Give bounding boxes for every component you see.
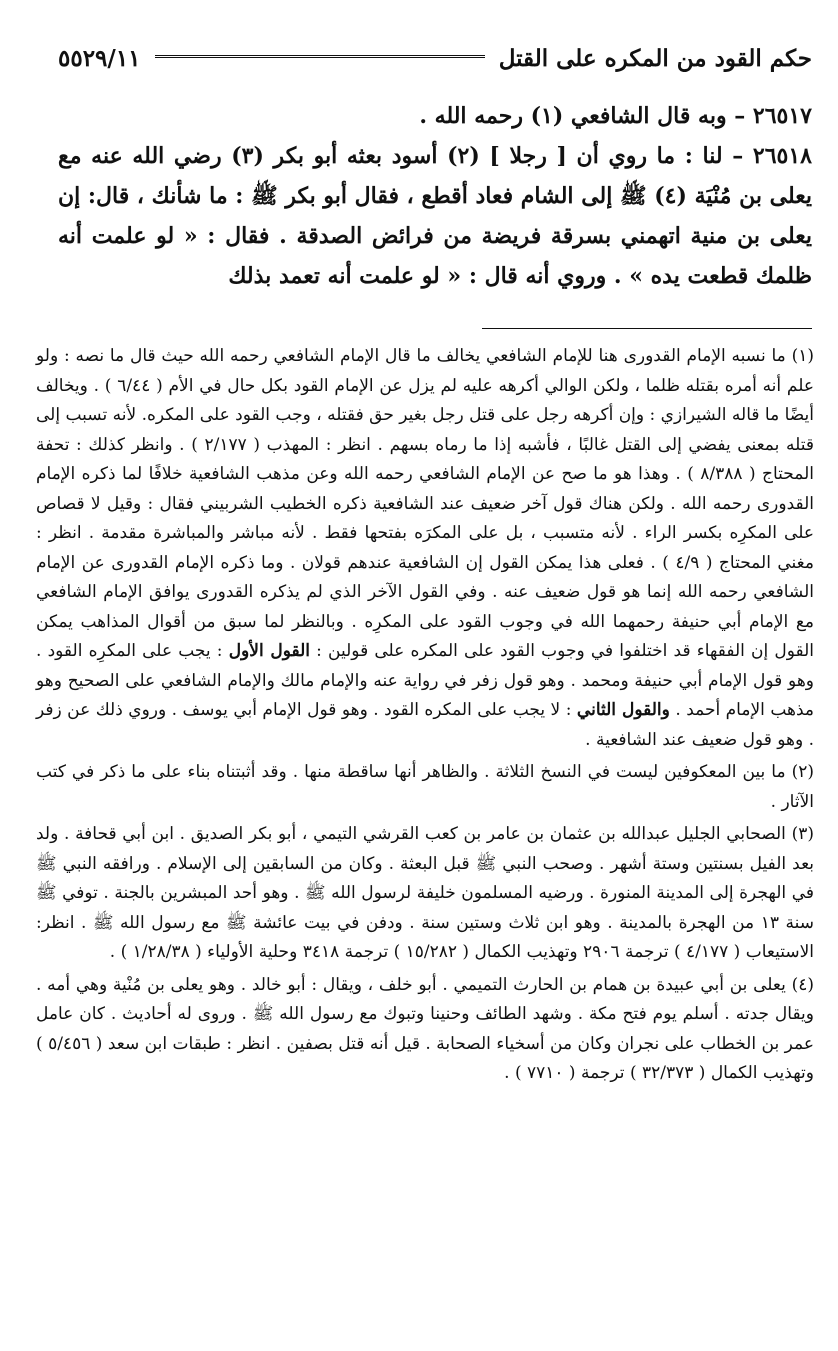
running-header <box>58 38 812 78</box>
paragraph-26517: ٢٦٥١٧ – وبه قال الشافعي (١) رحمه الله . <box>419 103 812 129</box>
footnotes <box>36 342 814 1089</box>
footnote-1-text: (١) ما نسبه الإمام القدورى هنا للإمام الشافعي يخالف ما قال الإمام الشافعي رحمه الله حيث قال ما نصه : ولو علم أنه أمره بقتله ظلما ، ولكن الوالي أكرهه عليه لم يزل عن الإمام القود بكل حال في الأم ( ٦/٤٤ ) . ويخالف أيضًا ما قاله الشيرازي : وإن أكرهه رجل على قتل رجل بغير حق فقتله ، وجب القود على المكره. لأنه تسبب إلى قتله بمعنى يفضي إلى القتل غالبًا ، فأشبه إذا ما رماه بسهم . انظر : المهذب ( ٢/١٧٧ ) . وانظر كذلك : تحفة المحتاج ( ٨/٣٨٨ ) . وهذا هو ما صح عن الإمام الشافعي رحمه الله وعن مذهب الشافعية خلافًا لما ذكره الإمام القدورى رحمه الله . ولكن هناك قول آخر ضعيف عند الشافعية ذكره الخطيب الشربيني فقال : وقيل لا قصاص على المكرِه بكسر الراء . لأنه متسبب ، بل على المكرَه بفتحها فقط . لأنه مباشر والمباشرة مقدمة . انظر : مغني المحتاج ( ٤/٩ ) . فعلى هذا يمكن القول إن الشافعية عندهم قولان . وما ذكره الإمام القدورى عن الإمام الشافعي رحمه الله إنما هو قول ضعيف عنه . وفي القول الآخر الذي لم يذكره القدورى يوافق الإمام الشافعي مع الإمام أبي حنيفة رحمهما الله في وجوب القود على المكرِه . وبالنظر لما سبق من أقوال المذاهب يمكن القول إن الفقهاء قد اختلفوا في وجوب القود على المكره على قولين : <box>36 346 815 661</box>
footnote-4: (٤) يعلى بن أبي عبيدة بن همام بن الحارث التميمي . أبو خلف ، ويقال : أبو خالد . وهو يعلى بن مُنْية وهي أمه . ويقال جدته . أسلم يوم فتح مكة . وشهد الطائف وحنينا وتبوك مع رسول الله ﷺ . وروى له أحاديث . كان عامل عمر بن الخطاب على نجران وكان من أسخياء الصحابة . قيل أنه قتل بصفين . انظر : طبقات ابن سعد ( ٥/٤٥٦ ) وتهذيب الكمال ( ٣٢/٣٧٣ ) ترجمة ( ٧٧١٠ ) . <box>36 974 814 1083</box>
header-title: حكم القود من المكره على القتل <box>498 44 812 72</box>
footnote-1-label-second-opinion: والقول الثاني <box>576 700 670 720</box>
main-text <box>58 96 812 296</box>
footnote-1-text-mid: : يجب على المكرِه القود . وهو قول الإمام أبي حنيفة ومحمد . وهو قول زفر في رواية عنه والإمام مالك والإمام الشافعي على الصحيح وهو مذهب الإمام أحمد . <box>36 641 815 720</box>
page-number: ٥٥٢٩/١١ <box>58 44 141 72</box>
header-rule <box>155 55 485 61</box>
footnote-1-label-first-opinion: القول الأول <box>228 641 310 661</box>
footnote-1-text-end: : لا يجب على المكره القود . وهو قول الإمام أبي يوسف . وروي ذلك عن زفر . وهو قول ضعيف عند الشافعية . <box>36 700 814 750</box>
footnote-divider <box>482 328 812 329</box>
footnote-2: (٢) ما بين المعكوفين ليست في النسخ الثلاثة . والظاهر أنها ساقطة منها . وقد أثبتناه بناء على ما ذكر في كتب الآثار . <box>36 762 814 812</box>
footnote-3: (٣) الصحابي الجليل عبدالله بن عثمان بن عامر بن كعب القرشي التيمي ، أبو بكر الصديق . ابن أبي قحافة . ولد بعد الفيل بسنتين وستة أشهر . وصحب النبي ﷺ قبل البعثة . وكان من السابقين إلى الإسلام . ورافقه النبي ﷺ في الهجرة إلى المدينة المنورة . ورضيه المسلمون خليفة لرسول الله ﷺ . وهو أحد المبشرين بالجنة . توفي ﷺ سنة ١٣ من الهجرة بالمدينة . وهو ابن ثلاث وستين سنة . ودفن في بيت عائشة ﷺ مع رسول الله ﷺ . انظر: الاستيعاب ( ٤/١٧٧ ) ترجمة ٢٩٠٦ وتهذيب الكمال ( ١٥/٢٨٢ ) ترجمة ٣٤١٨ وحلية الأولياء ( ١/٢٨/٣٨ ) . <box>36 824 814 962</box>
paragraph-26518: ٢٦٥١٨ – لنا : ما روي أن [ رجلا ] (٢) أسود بعثه أبو بكر (٣) رضي الله عنه مع يعلى بن مُنْيَة (٤) ﷺ إلى الشام فعاد أقطع ، فقال أبو بكر ﷺ : ما شأنك ، قال: إن يعلى بن منية اتهمني بسرقة فريضة من فرائض الصدقة . فقال : « لو علمت أنه ظلمك قطعت يده » . وروي أنه قال : « لو علمت أنه تعمد بذلك <box>58 143 812 289</box>
footnote-1 <box>36 342 814 755</box>
